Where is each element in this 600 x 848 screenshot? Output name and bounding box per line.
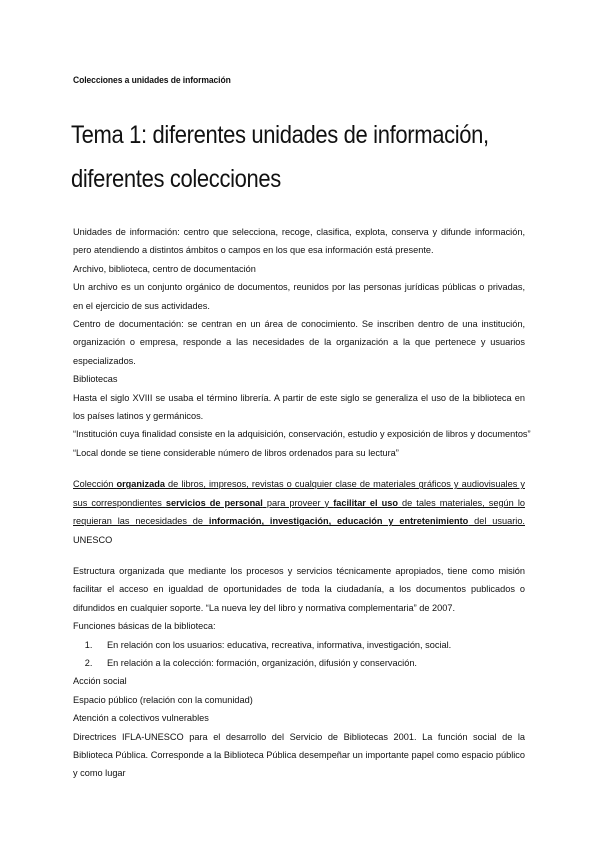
unesco-source: UNESCO	[73, 534, 113, 545]
paragraph-unesco-definition	[73, 475, 525, 549]
paragraph-hasta: Hasta el siglo XVIII se usaba el término librería. A partir de este siglo se generaliza el uso de la biblioteca en los países latinos y germánicos.	[73, 392, 525, 422]
paragraph-estructura: Estructura organizada que mediante los procesos y servicios técnicamente apropiados, tiene como misión facilitar el acceso en igualdad de oportunidades de toda la ciudadanía, a los documentos publicados o difundidos en cualquier soporte. “La nueva ley del libro y normativa complementaria” de 2007.	[73, 565, 525, 613]
unesco-text-1: Colección	[73, 479, 117, 490]
unesco-text-4: de tales materiales, según lo requieran las necesidades de	[73, 497, 525, 527]
paragraph-unidades: Unidades de información: centro que selecciona, recoge, clasifica, explota, conserva y difunde información, pero atendiendo a distintos ámbitos o campos en los que esa información está presente.	[73, 227, 525, 256]
heading-accion-social: Acción social	[73, 676, 127, 687]
unesco-bold-2: servicios de personal	[165, 497, 263, 508]
heading-atencion: Atención a colectivos vulnerables	[73, 713, 209, 724]
quote-2: “Local donde se tiene considerable número de libros ordenados para su lectura”	[73, 447, 399, 458]
list-item: 1. En relación con los usuarios: educativa, recreativa, informativa, investigación, social.	[95, 636, 525, 654]
title-line-2: diferentes colecciones	[71, 165, 281, 193]
heading-archivo: Archivo, biblioteca, centro de documentación	[73, 263, 256, 274]
unesco-text-2: de libros, impresos, revistas o cualquier clase de materiales gráficos y audiovisuales y sus correspondientes	[73, 479, 525, 508]
funciones-list	[73, 636, 525, 673]
unesco-bold-1: organizada	[116, 479, 165, 490]
unesco-bold-4: información, investigación, educación y entretenimiento	[208, 516, 469, 527]
paragraph-centro: Centro de documentación: se centran en un área de conocimiento. Se inscriben dentro de una institución, organización o empresa, responde a las necesidades de la organización a la que pertenece y usuarios especializados.	[73, 319, 525, 366]
unesco-bold-3: facilitar el uso	[333, 497, 398, 508]
paragraph-directrices: Directrices IFLA-UNESCO para el desarrollo del Servicio de Bibliotecas 2001. La función social de la Biblioteca Pública. Corresponde a la Biblioteca Pública desempeñar un importante papel como espacio público y como lugar	[73, 731, 525, 779]
unesco-text-5: del usuario.	[468, 516, 525, 527]
quote-1: “Institución cuya finalidad consiste en la adquisición, conservación, estudio y exposición de libros y documentos”	[73, 429, 531, 440]
heading-funciones: Funciones básicas de la biblioteca:	[73, 621, 216, 632]
heading-bibliotecas: Bibliotecas	[73, 374, 118, 385]
course-title: Colecciones a unidades de información	[73, 75, 231, 86]
page-title	[71, 113, 493, 201]
unesco-text-3: para proveer y	[262, 497, 334, 508]
title-line-1: Tema 1: diferentes unidades de información,	[71, 121, 489, 149]
document-body	[73, 223, 531, 783]
list-item: 2. En relación a la colección: formación, organización, difusión y conservación.	[95, 654, 525, 672]
paragraph-archivo: Un archivo es un conjunto orgánico de documentos, reunidos por las personas jurídicas públicas o privadas, en el ejercicio de sus actividades.	[73, 282, 525, 311]
heading-espacio-publico: Espacio público (relación con la comunidad)	[73, 694, 253, 705]
